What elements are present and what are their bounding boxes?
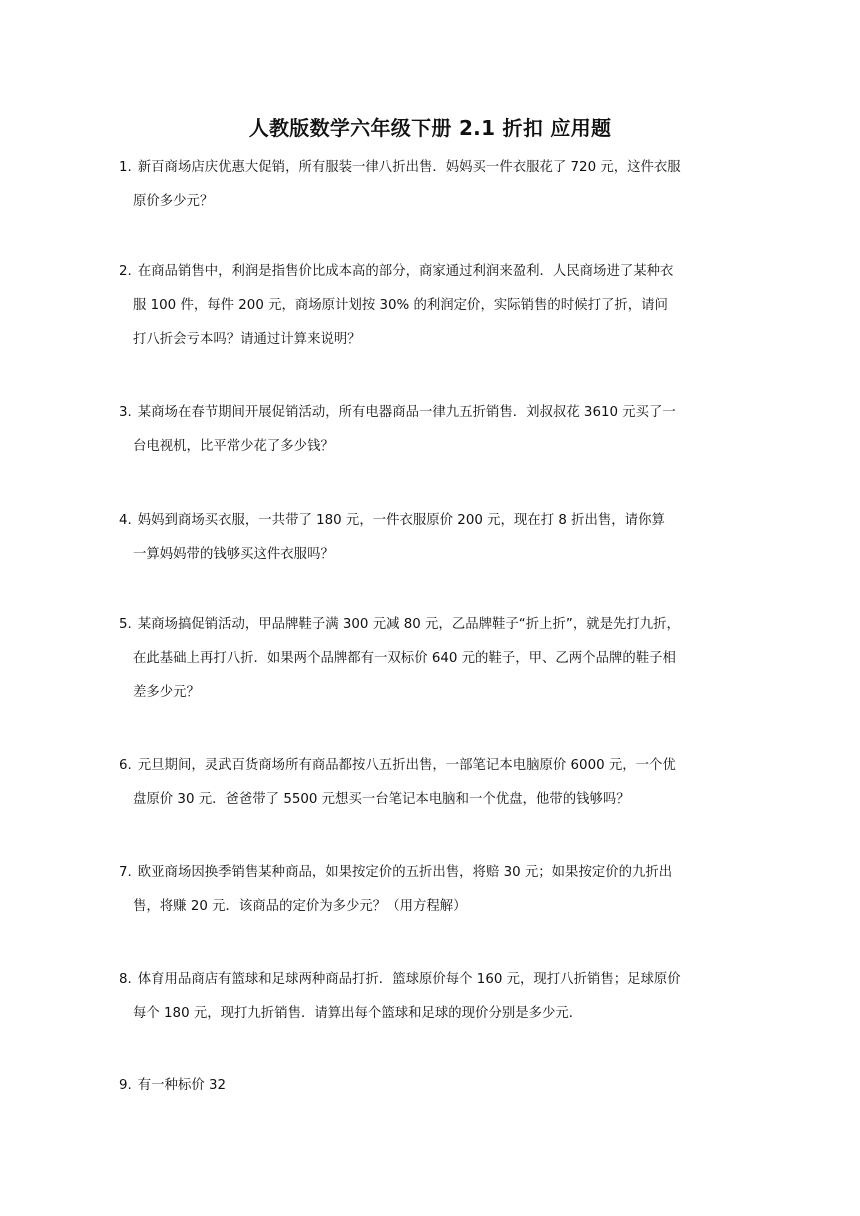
problem-5	[119, 608, 761, 710]
problem-text: 售，将赚 20 元．该商品的定价为多少元？（用方程解）	[133, 899, 467, 914]
problem-text: 体育用品商店有篮球和足球两种商品打折．篮球原价每个 160 元，现打八折销售；足球原价	[137, 972, 681, 987]
problem-text: 原价多少元？	[133, 194, 214, 209]
problem-text: 欧亚商场因换季销售某种商品，如果按定价的五折出售，将赔 30 元；如果按定价的九折出	[137, 865, 673, 880]
problem-text: 某商场在春节期间开展促销活动，所有电器商品一律九五折销售．刘叔叔花 3610 元买了一	[137, 405, 676, 420]
problem-number: 1.	[119, 160, 132, 175]
page-title: 人教版数学六年级下册 2.1 折扣 应用题	[248, 116, 612, 140]
problem-line	[119, 608, 761, 642]
problem-line	[119, 963, 761, 997]
problem-text: 在此基础上再打八折．如果两个品牌都有一双标价 640 元的鞋子，甲、乙两个品牌的鞋子相	[133, 651, 676, 666]
problem-text: 一算妈妈带的钱够买这件衣服吗？	[133, 547, 334, 562]
problem-number: 8.	[119, 972, 132, 987]
problem-text: 台电视机，比平常少花了多少钱？	[133, 439, 334, 454]
problem-text: 盘原价 30 元．爸爸带了 5500 元想买一台笔记本电脑和一个优盘，他带的钱够吗？	[133, 792, 630, 807]
problem-3	[119, 396, 761, 464]
problem-text: 每个 180 元，现打九折销售．请算出每个篮球和足球的现价分别是多少元．	[133, 1006, 583, 1021]
problem-9	[119, 1069, 761, 1103]
problem-1	[119, 151, 761, 219]
problem-line	[119, 1069, 761, 1103]
problem-text: 新百商场店庆优惠大促销，所有服装一律八折出售．妈妈买一件衣服花了 720 元，这件衣服	[137, 160, 681, 175]
problem-text: 某商场搞促销活动，甲品牌鞋子满 300 元减 80 元，乙品牌鞋子“折上折”，就是先打九折，	[137, 617, 680, 632]
problem-7	[119, 856, 761, 924]
problem-line	[119, 255, 761, 289]
problem-number: 2.	[119, 264, 132, 279]
problem-text: 元旦期间，灵武百货商场所有商品都按八五折出售，一部笔记本电脑原价 6000 元，一个优	[137, 758, 676, 773]
problem-text: 差多少元？	[133, 685, 200, 700]
problem-number: 4.	[119, 513, 132, 528]
problem-number: 7.	[119, 865, 132, 880]
problem-line	[119, 856, 761, 890]
problem-text: 妈妈到商场买衣服，一共带了 180 元，一件衣服原价 200 元，现在打 8 折出售，请你算	[137, 513, 665, 528]
problem-8	[119, 963, 761, 1031]
problem-number: 5.	[119, 617, 132, 632]
problem-line	[119, 749, 761, 783]
problem-number: 9.	[119, 1078, 132, 1093]
problem-2	[119, 255, 761, 357]
problem-4	[119, 504, 761, 572]
problem-text: 有一种标价 32	[137, 1078, 227, 1093]
problem-line	[119, 504, 761, 538]
problem-number: 6.	[119, 758, 132, 773]
problem-text: 打八折会亏本吗？请通过计算来说明？	[133, 332, 361, 347]
problem-line	[119, 151, 761, 185]
problem-6	[119, 749, 761, 817]
problem-text: 服 100 件，每件 200 元，商场原计划按 30% 的利润定价，实际销售的时候打了折，请问	[133, 298, 668, 313]
problem-line	[119, 396, 761, 430]
problem-number: 3.	[119, 405, 132, 420]
problem-text: 在商品销售中，利润是指售价比成本高的部分，商家通过利润来盈利．人民商场进了某种衣	[137, 264, 674, 279]
